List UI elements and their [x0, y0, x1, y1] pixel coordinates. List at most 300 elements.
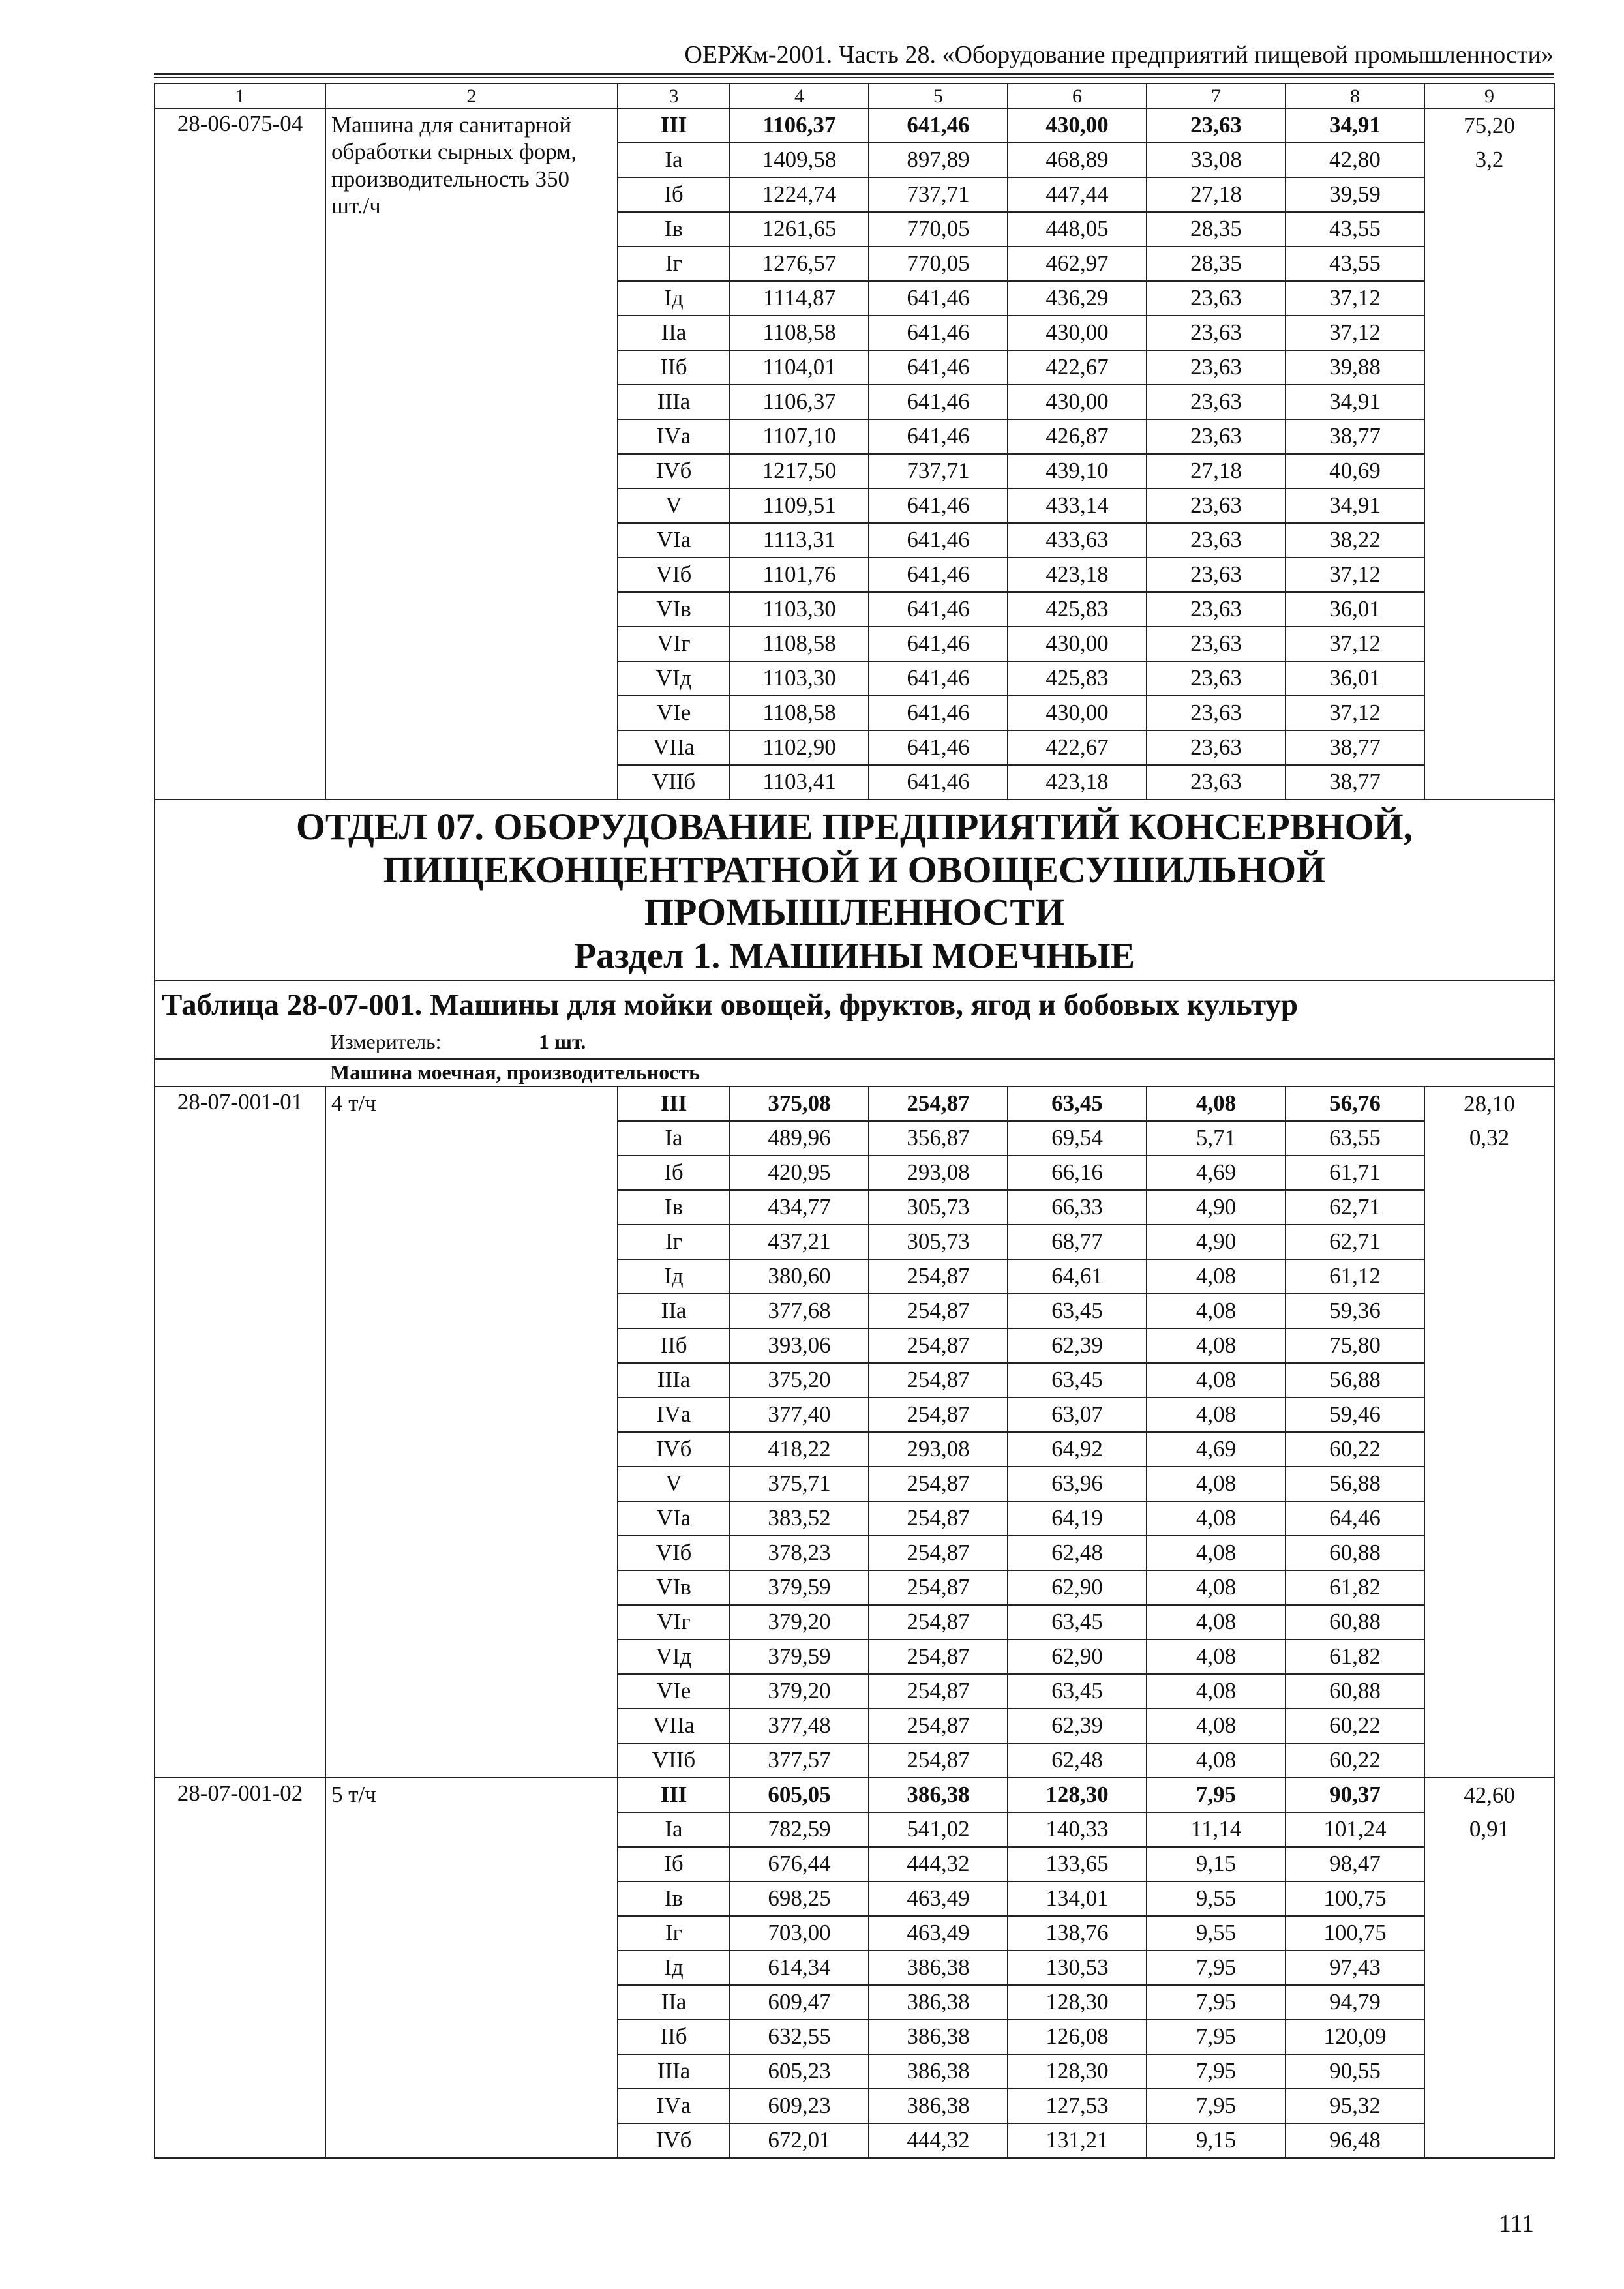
- machine-cost-cell: 128,30: [1008, 2054, 1147, 2089]
- total-cost-cell: 698,25: [730, 1881, 869, 1916]
- machine-cost-cell: 131,21: [1008, 2123, 1147, 2158]
- materials-cell: 39,88: [1286, 350, 1424, 385]
- materials-cell: 42,80: [1286, 143, 1424, 177]
- total-cost-cell: 1108,58: [730, 696, 869, 730]
- total-cost-cell: 393,06: [730, 1328, 869, 1363]
- machine-header: Машина моечная, производительность: [155, 1059, 1554, 1086]
- driver-wages-cell: 28,35: [1147, 212, 1286, 247]
- column-number-row: [155, 83, 1554, 108]
- extra-value-cell: [1424, 1294, 1554, 1328]
- zone-cell: VIд: [618, 1639, 730, 1674]
- zone-cell: IIа: [618, 1985, 730, 2020]
- machine-cost-cell: 63,45: [1008, 1605, 1147, 1639]
- materials-cell: 38,77: [1286, 419, 1424, 454]
- materials-cell: 56,88: [1286, 1467, 1424, 1501]
- zone-cell: Iа: [618, 143, 730, 177]
- total-cost-cell: 437,21: [730, 1225, 869, 1259]
- materials-cell: 97,43: [1286, 1951, 1424, 1985]
- zone-cell: Iб: [618, 1847, 730, 1881]
- column-number: 8: [1286, 83, 1424, 108]
- wages-cell: 463,49: [869, 1881, 1008, 1916]
- extra-value-cell: [1424, 1536, 1554, 1570]
- driver-wages-cell: 4,08: [1147, 1086, 1286, 1121]
- wages-cell: 254,87: [869, 1467, 1008, 1501]
- wages-cell: 254,87: [869, 1259, 1008, 1294]
- measure-line: [162, 1030, 1547, 1053]
- table-title-block: [155, 981, 1554, 1059]
- extra-value-cell: [1424, 247, 1554, 281]
- total-cost-cell: 489,96: [730, 1121, 869, 1156]
- total-cost-cell: 375,20: [730, 1363, 869, 1398]
- extra-value-cell: [1424, 765, 1554, 800]
- driver-wages-cell: 4,08: [1147, 1709, 1286, 1743]
- table-title: Таблица 28-07-001. Машины для мойки овощей, фруктов, ягод и бобовых культур: [162, 988, 1299, 1023]
- materials-cell: 61,82: [1286, 1570, 1424, 1605]
- rate-name: 5 т/ч: [325, 1778, 618, 2158]
- extra-value-cell: [1424, 488, 1554, 523]
- driver-wages-cell: 7,95: [1147, 1778, 1286, 1812]
- machine-cost-cell: 430,00: [1008, 385, 1147, 419]
- section-row: [155, 800, 1554, 981]
- machine-cost-cell: 62,90: [1008, 1570, 1147, 1605]
- extra-value-cell: [1424, 1225, 1554, 1259]
- extra-value-cell: [1424, 1259, 1554, 1294]
- machine-cost-cell: 127,53: [1008, 2089, 1147, 2123]
- machine-cost-cell: 423,18: [1008, 558, 1147, 592]
- extra-value-cell: [1424, 1951, 1554, 1985]
- extra-value-cell: 28,10: [1424, 1086, 1554, 1121]
- driver-wages-cell: 4,08: [1147, 1294, 1286, 1328]
- machine-cost-cell: 69,54: [1008, 1121, 1147, 1156]
- driver-wages-cell: 23,63: [1147, 558, 1286, 592]
- total-cost-cell: 1101,76: [730, 558, 869, 592]
- zone-cell: VIб: [618, 558, 730, 592]
- wages-cell: 641,46: [869, 281, 1008, 316]
- wages-cell: 386,38: [869, 2089, 1008, 2123]
- total-cost-cell: 434,77: [730, 1190, 869, 1225]
- total-cost-cell: 703,00: [730, 1916, 869, 1951]
- total-cost-cell: 379,59: [730, 1570, 869, 1605]
- wages-cell: 254,87: [869, 1398, 1008, 1432]
- driver-wages-cell: 11,14: [1147, 1812, 1286, 1847]
- machine-cost-cell: 430,00: [1008, 108, 1147, 143]
- zone-cell: VIг: [618, 1605, 730, 1639]
- wages-cell: 254,87: [869, 1086, 1008, 1121]
- wages-cell: 293,08: [869, 1156, 1008, 1190]
- materials-cell: 56,88: [1286, 1363, 1424, 1398]
- driver-wages-cell: 9,15: [1147, 1847, 1286, 1881]
- running-head: ОЕРЖм-2001. Часть 28. «Оборудование предприятий пищевой промышленности»: [684, 41, 1554, 68]
- measure-label: Измеритель:: [330, 1029, 442, 1053]
- machine-cost-cell: 426,87: [1008, 419, 1147, 454]
- table-row: [155, 108, 1554, 143]
- zone-cell: VIв: [618, 1570, 730, 1605]
- zone-cell: IVб: [618, 2123, 730, 2158]
- machine-cost-cell: 134,01: [1008, 1881, 1147, 1916]
- machine-header-row: [155, 1059, 1554, 1086]
- materials-cell: 60,22: [1286, 1743, 1424, 1778]
- wages-cell: 254,87: [869, 1570, 1008, 1605]
- total-cost-cell: 379,20: [730, 1674, 869, 1709]
- zone-cell: Iг: [618, 1225, 730, 1259]
- driver-wages-cell: 4,08: [1147, 1501, 1286, 1536]
- machine-cost-cell: 62,39: [1008, 1328, 1147, 1363]
- wages-cell: 254,87: [869, 1639, 1008, 1674]
- column-number: 4: [730, 83, 869, 108]
- machine-cost-cell: 62,39: [1008, 1709, 1147, 1743]
- materials-cell: 37,12: [1286, 316, 1424, 350]
- column-number: 2: [325, 83, 618, 108]
- machine-cost-cell: 430,00: [1008, 696, 1147, 730]
- materials-cell: 40,69: [1286, 454, 1424, 488]
- extra-value-cell: [1424, 1709, 1554, 1743]
- extra-value-cell: [1424, 627, 1554, 661]
- materials-cell: 59,46: [1286, 1398, 1424, 1432]
- total-cost-cell: 1114,87: [730, 281, 869, 316]
- column-number: 3: [618, 83, 730, 108]
- zone-cell: IVа: [618, 1398, 730, 1432]
- machine-cost-cell: 462,97: [1008, 247, 1147, 281]
- total-cost-cell: 418,22: [730, 1432, 869, 1467]
- wages-cell: 386,38: [869, 2054, 1008, 2089]
- total-cost-cell: 614,34: [730, 1951, 869, 1985]
- driver-wages-cell: 28,35: [1147, 247, 1286, 281]
- zone-cell: Iг: [618, 247, 730, 281]
- zone-cell: III: [618, 1778, 730, 1812]
- zone-cell: VIе: [618, 1674, 730, 1709]
- wages-cell: 254,87: [869, 1536, 1008, 1570]
- materials-cell: 38,77: [1286, 730, 1424, 765]
- zone-cell: IIIа: [618, 1363, 730, 1398]
- materials-cell: 34,91: [1286, 385, 1424, 419]
- extra-value-cell: [1424, 1605, 1554, 1639]
- wages-cell: 641,46: [869, 765, 1008, 800]
- materials-cell: 120,09: [1286, 2020, 1424, 2054]
- wages-cell: 897,89: [869, 143, 1008, 177]
- section-title-line: ПИЩЕКОНЦЕНТРАТНОЙ И ОВОЩЕСУШИЛЬНОЙ: [383, 848, 1326, 891]
- header-rule: [154, 73, 1554, 75]
- wages-cell: 641,46: [869, 627, 1008, 661]
- driver-wages-cell: 4,08: [1147, 1743, 1286, 1778]
- zone-cell: IIа: [618, 316, 730, 350]
- materials-cell: 37,12: [1286, 558, 1424, 592]
- wages-cell: 386,38: [869, 1985, 1008, 2020]
- machine-cost-cell: 423,18: [1008, 765, 1147, 800]
- zone-cell: IIб: [618, 1328, 730, 1363]
- wages-cell: 254,87: [869, 1743, 1008, 1778]
- driver-wages-cell: 23,63: [1147, 419, 1286, 454]
- wages-cell: 641,46: [869, 419, 1008, 454]
- zone-cell: VIIб: [618, 1743, 730, 1778]
- extra-value-cell: [1424, 1398, 1554, 1432]
- materials-cell: 101,24: [1286, 1812, 1424, 1847]
- extra-value-cell: [1424, 212, 1554, 247]
- materials-cell: 94,79: [1286, 1985, 1424, 2020]
- materials-cell: 60,22: [1286, 1709, 1424, 1743]
- machine-cost-cell: 63,45: [1008, 1294, 1147, 1328]
- wages-cell: 641,46: [869, 730, 1008, 765]
- wages-cell: 641,46: [869, 523, 1008, 558]
- driver-wages-cell: 9,15: [1147, 2123, 1286, 2158]
- total-cost-cell: 1103,30: [730, 592, 869, 627]
- wages-cell: 254,87: [869, 1294, 1008, 1328]
- driver-wages-cell: 7,95: [1147, 1951, 1286, 1985]
- machine-cost-cell: 439,10: [1008, 454, 1147, 488]
- total-cost-cell: 1108,58: [730, 627, 869, 661]
- rate-code: 28-07-001-02: [155, 1778, 325, 2158]
- column-number: 9: [1424, 83, 1554, 108]
- extra-value-cell: [1424, 1881, 1554, 1916]
- rate-code: 28-07-001-01: [155, 1086, 325, 1778]
- extra-value-cell: [1424, 1501, 1554, 1536]
- materials-cell: 56,76: [1286, 1086, 1424, 1121]
- machine-cost-cell: 422,67: [1008, 350, 1147, 385]
- extra-value-cell: [1424, 419, 1554, 454]
- zone-cell: Iа: [618, 1121, 730, 1156]
- extra-value-cell: [1424, 177, 1554, 212]
- materials-cell: 60,88: [1286, 1605, 1424, 1639]
- driver-wages-cell: 27,18: [1147, 177, 1286, 212]
- zone-cell: IVа: [618, 2089, 730, 2123]
- zone-cell: III: [618, 1086, 730, 1121]
- zone-cell: VIа: [618, 523, 730, 558]
- zone-cell: Iв: [618, 212, 730, 247]
- extra-value-cell: [1424, 523, 1554, 558]
- materials-cell: 38,22: [1286, 523, 1424, 558]
- wages-cell: 641,46: [869, 661, 1008, 696]
- total-cost-cell: 375,08: [730, 1086, 869, 1121]
- total-cost-cell: 1108,58: [730, 316, 869, 350]
- extra-value-cell: [1424, 1467, 1554, 1501]
- rates-table: [154, 83, 1555, 2159]
- zone-cell: IVа: [618, 419, 730, 454]
- extra-value-cell: 75,20: [1424, 108, 1554, 143]
- zone-cell: IIIа: [618, 2054, 730, 2089]
- extra-value-cell: [1424, 1985, 1554, 2020]
- extra-value-cell: 3,2: [1424, 143, 1554, 177]
- driver-wages-cell: 5,71: [1147, 1121, 1286, 1156]
- materials-cell: 64,46: [1286, 1501, 1424, 1536]
- machine-cost-cell: 66,33: [1008, 1190, 1147, 1225]
- zone-cell: VIв: [618, 592, 730, 627]
- extra-value-cell: [1424, 2089, 1554, 2123]
- total-cost-cell: 1107,10: [730, 419, 869, 454]
- driver-wages-cell: 23,63: [1147, 523, 1286, 558]
- zone-cell: VIа: [618, 1501, 730, 1536]
- driver-wages-cell: 23,63: [1147, 627, 1286, 661]
- extra-value-cell: [1424, 1363, 1554, 1398]
- wages-cell: 770,05: [869, 247, 1008, 281]
- total-cost-cell: 609,47: [730, 1985, 869, 2020]
- materials-cell: 60,88: [1286, 1536, 1424, 1570]
- column-number: 1: [155, 83, 325, 108]
- materials-cell: 39,59: [1286, 177, 1424, 212]
- column-number: 5: [869, 83, 1008, 108]
- header-rule-thin: [154, 77, 1554, 78]
- wages-cell: 641,46: [869, 488, 1008, 523]
- driver-wages-cell: 33,08: [1147, 143, 1286, 177]
- driver-wages-cell: 27,18: [1147, 454, 1286, 488]
- rate-code: 28-06-075-04: [155, 108, 325, 800]
- total-cost-cell: 1106,37: [730, 385, 869, 419]
- total-cost-cell: 379,20: [730, 1605, 869, 1639]
- table-title-row: [155, 981, 1554, 1059]
- wages-cell: 641,46: [869, 108, 1008, 143]
- machine-cost-cell: 425,83: [1008, 661, 1147, 696]
- wages-cell: 254,87: [869, 1363, 1008, 1398]
- extra-value-cell: [1424, 281, 1554, 316]
- wages-cell: 254,87: [869, 1709, 1008, 1743]
- wages-cell: 641,46: [869, 592, 1008, 627]
- total-cost-cell: 1104,01: [730, 350, 869, 385]
- materials-cell: 34,91: [1286, 488, 1424, 523]
- wages-cell: 737,71: [869, 454, 1008, 488]
- table-row: [155, 1778, 1554, 1812]
- total-cost-cell: 378,23: [730, 1536, 869, 1570]
- machine-cost-cell: 422,67: [1008, 730, 1147, 765]
- zone-cell: VIе: [618, 696, 730, 730]
- materials-cell: 75,80: [1286, 1328, 1424, 1363]
- wages-cell: 356,87: [869, 1121, 1008, 1156]
- zone-cell: IIб: [618, 2020, 730, 2054]
- zone-cell: Iа: [618, 1812, 730, 1847]
- extra-value-cell: 0,32: [1424, 1121, 1554, 1156]
- machine-cost-cell: 62,90: [1008, 1639, 1147, 1674]
- extra-value-cell: [1424, 730, 1554, 765]
- driver-wages-cell: 23,63: [1147, 385, 1286, 419]
- total-cost-cell: 1113,31: [730, 523, 869, 558]
- materials-cell: 37,12: [1286, 281, 1424, 316]
- wages-cell: 541,02: [869, 1812, 1008, 1847]
- materials-cell: 37,12: [1286, 627, 1424, 661]
- extra-value-cell: [1424, 1847, 1554, 1881]
- materials-cell: 98,47: [1286, 1847, 1424, 1881]
- driver-wages-cell: 4,08: [1147, 1363, 1286, 1398]
- materials-cell: 96,48: [1286, 2123, 1424, 2158]
- total-cost-cell: 420,95: [730, 1156, 869, 1190]
- rate-name: Машина для санитарной обработки сырных форм, производительность 350 шт./ч: [325, 108, 618, 800]
- machine-cost-cell: 425,83: [1008, 592, 1147, 627]
- rate-name: 4 т/ч: [325, 1086, 618, 1778]
- extra-value-cell: [1424, 2020, 1554, 2054]
- wages-cell: 444,32: [869, 2123, 1008, 2158]
- machine-cost-cell: 126,08: [1008, 2020, 1147, 2054]
- driver-wages-cell: 4,69: [1147, 1432, 1286, 1467]
- zone-cell: Iд: [618, 281, 730, 316]
- measure-unit: 1 шт.: [539, 1029, 586, 1053]
- zone-cell: IVб: [618, 1432, 730, 1467]
- driver-wages-cell: 4,08: [1147, 1259, 1286, 1294]
- subsection-title: Раздел 1. МАШИНЫ МОЕЧНЫЕ: [574, 935, 1135, 976]
- driver-wages-cell: 4,08: [1147, 1639, 1286, 1674]
- wages-cell: 386,38: [869, 1951, 1008, 1985]
- machine-cost-cell: 447,44: [1008, 177, 1147, 212]
- materials-cell: 36,01: [1286, 592, 1424, 627]
- machine-cost-cell: 130,53: [1008, 1951, 1147, 1985]
- machine-cost-cell: 64,19: [1008, 1501, 1147, 1536]
- machine-cost-cell: 62,48: [1008, 1536, 1147, 1570]
- machine-cost-cell: 128,30: [1008, 1985, 1147, 2020]
- extra-value-cell: [1424, 2054, 1554, 2089]
- total-cost-cell: 377,48: [730, 1709, 869, 1743]
- extra-value-cell: 42,60: [1424, 1778, 1554, 1812]
- materials-cell: 34,91: [1286, 108, 1424, 143]
- extra-value-cell: [1424, 696, 1554, 730]
- wages-cell: 254,87: [869, 1605, 1008, 1639]
- total-cost-cell: 676,44: [730, 1847, 869, 1881]
- driver-wages-cell: 4,08: [1147, 1674, 1286, 1709]
- materials-cell: 61,71: [1286, 1156, 1424, 1190]
- machine-cost-cell: 66,16: [1008, 1156, 1147, 1190]
- wages-cell: 305,73: [869, 1190, 1008, 1225]
- page-number: 111: [1498, 2210, 1534, 2237]
- extra-value-cell: [1424, 316, 1554, 350]
- zone-cell: IIб: [618, 350, 730, 385]
- total-cost-cell: 1409,58: [730, 143, 869, 177]
- wages-cell: 305,73: [869, 1225, 1008, 1259]
- machine-cost-cell: 64,61: [1008, 1259, 1147, 1294]
- zone-cell: VIг: [618, 627, 730, 661]
- materials-cell: 36,01: [1286, 661, 1424, 696]
- machine-cost-cell: 68,77: [1008, 1225, 1147, 1259]
- driver-wages-cell: 23,63: [1147, 108, 1286, 143]
- section-title-line: ПРОМЫШЛЕННОСТИ: [644, 891, 1065, 934]
- extra-value-cell: [1424, 1156, 1554, 1190]
- driver-wages-cell: 23,63: [1147, 765, 1286, 800]
- machine-cost-cell: 64,92: [1008, 1432, 1147, 1467]
- materials-cell: 61,12: [1286, 1259, 1424, 1294]
- materials-cell: 90,37: [1286, 1778, 1424, 1812]
- driver-wages-cell: 23,63: [1147, 592, 1286, 627]
- wages-cell: 641,46: [869, 316, 1008, 350]
- wages-cell: 463,49: [869, 1916, 1008, 1951]
- total-cost-cell: 1109,51: [730, 488, 869, 523]
- materials-cell: 59,36: [1286, 1294, 1424, 1328]
- driver-wages-cell: 4,08: [1147, 1605, 1286, 1639]
- wages-cell: 254,87: [869, 1328, 1008, 1363]
- wages-cell: 770,05: [869, 212, 1008, 247]
- zone-cell: IIа: [618, 1294, 730, 1328]
- total-cost-cell: 672,01: [730, 2123, 869, 2158]
- wages-cell: 444,32: [869, 1847, 1008, 1881]
- zone-cell: V: [618, 488, 730, 523]
- extra-value-cell: [1424, 592, 1554, 627]
- zone-cell: VIIа: [618, 1709, 730, 1743]
- driver-wages-cell: 7,95: [1147, 1985, 1286, 2020]
- driver-wages-cell: 4,90: [1147, 1225, 1286, 1259]
- zone-cell: VIIб: [618, 765, 730, 800]
- machine-cost-cell: 436,29: [1008, 281, 1147, 316]
- driver-wages-cell: 23,63: [1147, 696, 1286, 730]
- table-row: [155, 1086, 1554, 1121]
- driver-wages-cell: 23,63: [1147, 281, 1286, 316]
- machine-cost-cell: 63,45: [1008, 1086, 1147, 1121]
- driver-wages-cell: 9,55: [1147, 1916, 1286, 1951]
- total-cost-cell: 782,59: [730, 1812, 869, 1847]
- driver-wages-cell: 7,95: [1147, 2020, 1286, 2054]
- column-number: 6: [1008, 83, 1147, 108]
- materials-cell: 37,12: [1286, 696, 1424, 730]
- zone-cell: VIд: [618, 661, 730, 696]
- driver-wages-cell: 4,08: [1147, 1570, 1286, 1605]
- extra-value-cell: [1424, 1743, 1554, 1778]
- driver-wages-cell: 23,63: [1147, 730, 1286, 765]
- machine-cost-cell: 63,45: [1008, 1363, 1147, 1398]
- machine-cost-cell: 140,33: [1008, 1812, 1147, 1847]
- total-cost-cell: 1103,41: [730, 765, 869, 800]
- driver-wages-cell: 4,08: [1147, 1328, 1286, 1363]
- total-cost-cell: 1106,37: [730, 108, 869, 143]
